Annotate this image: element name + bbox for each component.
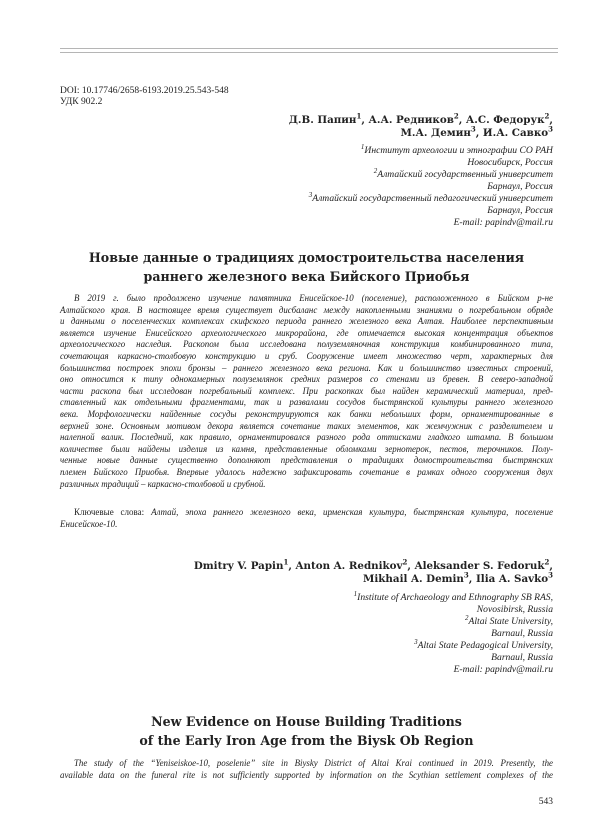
abstract-line: ставленный как отдельными фрагментами, так и развалами сосудов быстрянской культуры раннего железного — [60, 397, 553, 408]
en-authors — [193, 557, 553, 586]
ru-title-line2: раннего железного века Бийского Приобья — [143, 269, 470, 284]
ru-title-line1: Новые данные о традициях домостроительства населения — [88, 250, 525, 265]
author-name: Д.В. Папин — [288, 114, 357, 126]
affiliation-line — [309, 142, 553, 157]
author-affiliation-index: 1 — [283, 557, 289, 567]
en-affiliations — [353, 589, 553, 676]
affiliation-line — [354, 652, 553, 664]
abstract-line: века. Морфологически найденные сосуды реконструируются как банки небольших форм, орнаментированные в — [60, 408, 553, 419]
en-title-line2: of the Early Iron Age from the Biysk Ob Region — [139, 733, 474, 748]
abstract-line: и данными о поселенческих комплексах скифского периода раннего железного века Алтая. Наиболее перспективным — [60, 316, 553, 327]
author-name: Ilia A. Savko — [475, 573, 549, 585]
ru-authors-line2: М.А. Демин$^3$, И.А. Савко$^3$ — [400, 124, 553, 139]
ru-abstract — [60, 293, 553, 490]
affiliation-line — [354, 637, 553, 652]
abstract-line: Алтайского края. В настоящее время существует дисбаланс между накопленными знаниями о погребальном обряде — [60, 304, 553, 315]
author-name: А.С. Федорук — [465, 114, 545, 126]
affiliation-text: Барнаул, Россия — [487, 205, 553, 216]
author-name: Anton A. Rednikov — [295, 560, 403, 572]
affiliation-text: Новосибирск, Россия — [467, 157, 553, 168]
abstract-line: является изучение Енисейского археологического микрорайона, где отмечается высокая концентрация объектов — [60, 327, 553, 338]
keywords-text-cont: Енисейское-10. — [60, 518, 118, 529]
affiliation-text: Altai State Pedagogical University, — [417, 640, 553, 651]
affiliation-text: Институт археологии и этнографии СО РАН — [364, 145, 553, 156]
affiliation-text: E-mail: papindv@mail.ru — [453, 664, 553, 675]
abstract-line: количестве были найдены изделия из камня, представленные обломками зернотерок, пестов, терочников. Полу- — [60, 443, 553, 454]
abstract-line: available data on the funeral rite is not sufficiently supported by information on the Scythian settlement complexes of the — [60, 769, 553, 780]
doi: DOI: 10.17746/2658-6193.2019.25.543-548 — [60, 86, 229, 96]
udk: УДК 902.2 — [60, 97, 103, 107]
abstract-line: археологического наследия. Раскопом была исследована полуземляночная конструкция комбинированного типа, — [60, 339, 553, 350]
keywords-text: Алтай, эпоха раннего железного века, ирменская культура, быстрянская культура, поселение — [151, 507, 553, 517]
affiliation-line — [354, 628, 553, 640]
affiliation-text: Алтайский государственный университет — [377, 169, 553, 180]
affiliation-line — [309, 217, 553, 229]
abstract-line: племен Бийского Приобья. Впервые удалось надежно зафиксировать сочетание в рамках одного сооружения двух — [60, 466, 553, 477]
author-name: А.А. Редников — [368, 114, 454, 126]
affiliation-index: 3 — [414, 637, 418, 646]
author-affiliation-index: 3 — [548, 570, 553, 580]
author-affiliation-index: 1 — [356, 111, 362, 121]
affiliation-line — [308, 190, 553, 205]
affiliation-index: 3 — [308, 190, 313, 199]
page-number: 543 — [538, 797, 553, 807]
ru-authors — [288, 111, 553, 140]
ru-keywords — [60, 507, 553, 530]
ru-title — [60, 248, 553, 286]
affiliation-text: E-mail: papindv@mail.ru — [453, 217, 553, 228]
affiliation-line — [309, 166, 553, 181]
author-affiliation-index: 2 — [453, 111, 459, 121]
en-authors-line2: Mikhail A. Demin$^3$, Ilia A. Savko$^3$ — [362, 570, 553, 585]
author-affiliation-index: 3 — [548, 124, 553, 134]
en-authors-line1: Dmitry V. Papin$^1$, Anton A. Rednikov$^2$, Aleksander S. Fedoruk$^2$, — [193, 557, 553, 572]
abstract-line: части раскопа был исследован погребальный комплекс. При раскопках был найден керамический материал, пред- — [60, 385, 553, 396]
affiliation-text: Барнаул, Россия — [487, 181, 553, 192]
author-name: М.А. Демин — [400, 127, 471, 139]
abstract-line: верхней зоне. Основным мотивом декора является сочетание таких элементов, как жемчужник с разделителем и — [60, 420, 553, 431]
affiliation-text: Алтайский государственный педагогический университет — [312, 193, 553, 204]
affiliation-line — [353, 589, 553, 604]
affiliation-index: 1 — [353, 589, 358, 598]
affiliation-text: Barnaul, Russia — [491, 652, 553, 663]
affiliation-text: Altai State University, — [468, 616, 553, 627]
keywords-label: Ключевые слова: — [74, 507, 152, 517]
affiliation-text: Barnaul, Russia — [491, 628, 553, 639]
author-affiliation-index: 3 — [470, 124, 476, 134]
affiliation-index: 2 — [373, 166, 378, 175]
abstract-line: оно относится к типу однокамерных полуземлянок средних размеров со стенами из бревен. В северо-западной — [60, 374, 553, 385]
affiliation-line — [354, 604, 553, 616]
abstract-line: The study of the “Yeniseiskoe-10, poselenie” site in Biysky District of Altai Krai continued in 2019. Presently, the — [74, 758, 553, 768]
affiliation-line — [309, 205, 553, 217]
affiliation-line — [309, 181, 553, 193]
affiliation-line — [309, 157, 553, 169]
affiliation-index: 2 — [465, 613, 469, 622]
en-title — [60, 712, 553, 750]
abstract-line: различных традиций – каркасно-столбовой и срубной. — [60, 478, 266, 489]
affiliation-index: 1 — [360, 142, 365, 151]
ru-authors-line1: Д.В. Папин$^1$, А.А. Редников$^2$, А.С. Федорук$^2$, — [288, 111, 553, 126]
abstract-line: ченные новые данные существенно дополняют представления о традициях домостроительства быстрянских — [60, 455, 553, 466]
author-affiliation-index: 2 — [544, 111, 550, 121]
affiliation-line — [354, 613, 553, 628]
abstract-line: налепной валик. Последний, как правило, орнаментировался разного рода оттисками гладкого штампа. В большом — [60, 432, 553, 443]
en-abstract — [60, 758, 553, 781]
author-name: Mikhail A. Demin — [362, 573, 464, 585]
author-name: Dmitry V. Papin — [193, 560, 284, 572]
keywords-line1 — [60, 507, 553, 519]
abstract-line: большинства построек эпохи бронзы – раннего железного века региона. Как и большинство известных строений, — [60, 362, 553, 373]
affiliation-text: Novosibirsk, Russia — [476, 604, 553, 615]
author-name: И.А. Савко — [482, 127, 549, 139]
header-rule-bottom — [60, 52, 558, 53]
en-title-line1: New Evidence on House Building Traditions — [151, 714, 462, 729]
author-name: Aleksander S. Fedoruk — [414, 560, 545, 572]
author-affiliation-index: 3 — [463, 570, 469, 580]
author-affiliation-index: 2 — [544, 557, 550, 567]
affiliation-text: Institute of Archaeology and Ethnography SB RAS, — [357, 592, 553, 603]
author-affiliation-index: 2 — [402, 557, 408, 567]
ru-affiliations — [308, 142, 553, 229]
keywords-line2 — [60, 519, 553, 531]
header-rule-top — [60, 48, 558, 49]
abstract-line: В 2019 г. было продолжено изучение памятника Енисейское-10 (поселение), расположенного в Бийском р-не — [74, 293, 553, 303]
abstract-line: сочетающая каркасно-столбовую конструкцию и сруб. Сооружение имеет множество черт, характерных для — [60, 350, 553, 361]
affiliation-line — [354, 664, 553, 676]
